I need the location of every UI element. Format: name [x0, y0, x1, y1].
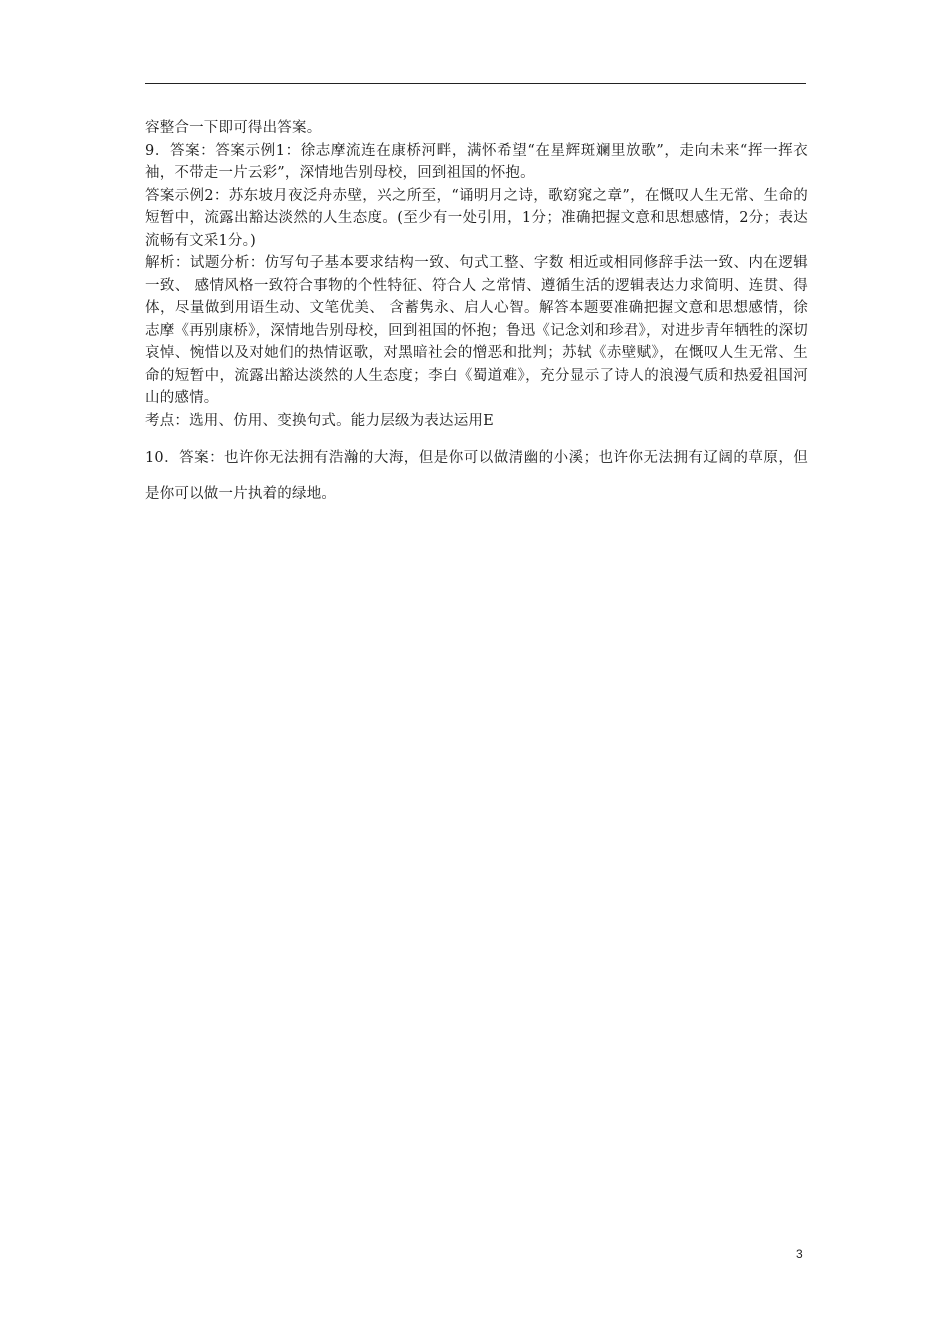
analysis-paragraph: 解析：试题分析：仿写句子基本要求结构一致、句式工整、字数 相近或相同修辞手法一致、内在逻辑一致、 感情风格一致符合事物的个性特征、符合人 之常情、遵循生活的逻辑表达力求简明、连贯、得体，尽量做到用语生动、文笔优美、 含蓄隽永、启人心智。解答本题要准确把握文意和思想感情，徐志摩《再别康桥》，深情地告别母校，回到祖国的怀抱；鲁迅《记念刘和珍君》，对进步青年牺牲的深切哀悼、惋惜以及对她们的热情讴歌，对黑暗社会的憎恶和批判；苏轼《赤壁赋》，在慨叹人生无常、生命的短暂中，流露出豁达淡然的人生态度；李白《蜀道难》，充分显示了诗人的浪漫气质和热爱祖国河山的感情。	[145, 255, 808, 406]
document-body	[145, 117, 808, 512]
page-number: 3	[796, 1247, 803, 1261]
paragraph-continuation: 容整合一下即可得出答案。	[145, 120, 322, 136]
answer-9-example-1: 9．答案：答案示例1：徐志摩流连在康桥河畔，满怀希望“在星辉斑斓里放歌”，走向未来“挥一挥衣袖，不带走一片云彩”，深情地告别母校，回到祖国的怀抱。	[145, 142, 808, 181]
header-rule	[145, 83, 806, 84]
exam-point: 考点：选用、仿用、变换句式。能力层级为表达运用E	[145, 412, 494, 429]
answer-9-example-2: 答案示例2：苏东坡月夜泛舟赤壁，兴之所至，“诵明月之诗，歌窈窕之章”，在慨叹人生无常、生命的短暂中，流露出豁达淡然的人生态度。(至少有一处引用，1分；准确把握文意和思想感情，2分；表达流畅有文采1分。)	[145, 187, 808, 249]
answer-10: 10．答案：也许你无法拥有浩瀚的大海，但是你可以做清幽的小溪；也许你无法拥有辽阔的草原，但是你可以做一片执着的绿地。	[145, 450, 808, 502]
